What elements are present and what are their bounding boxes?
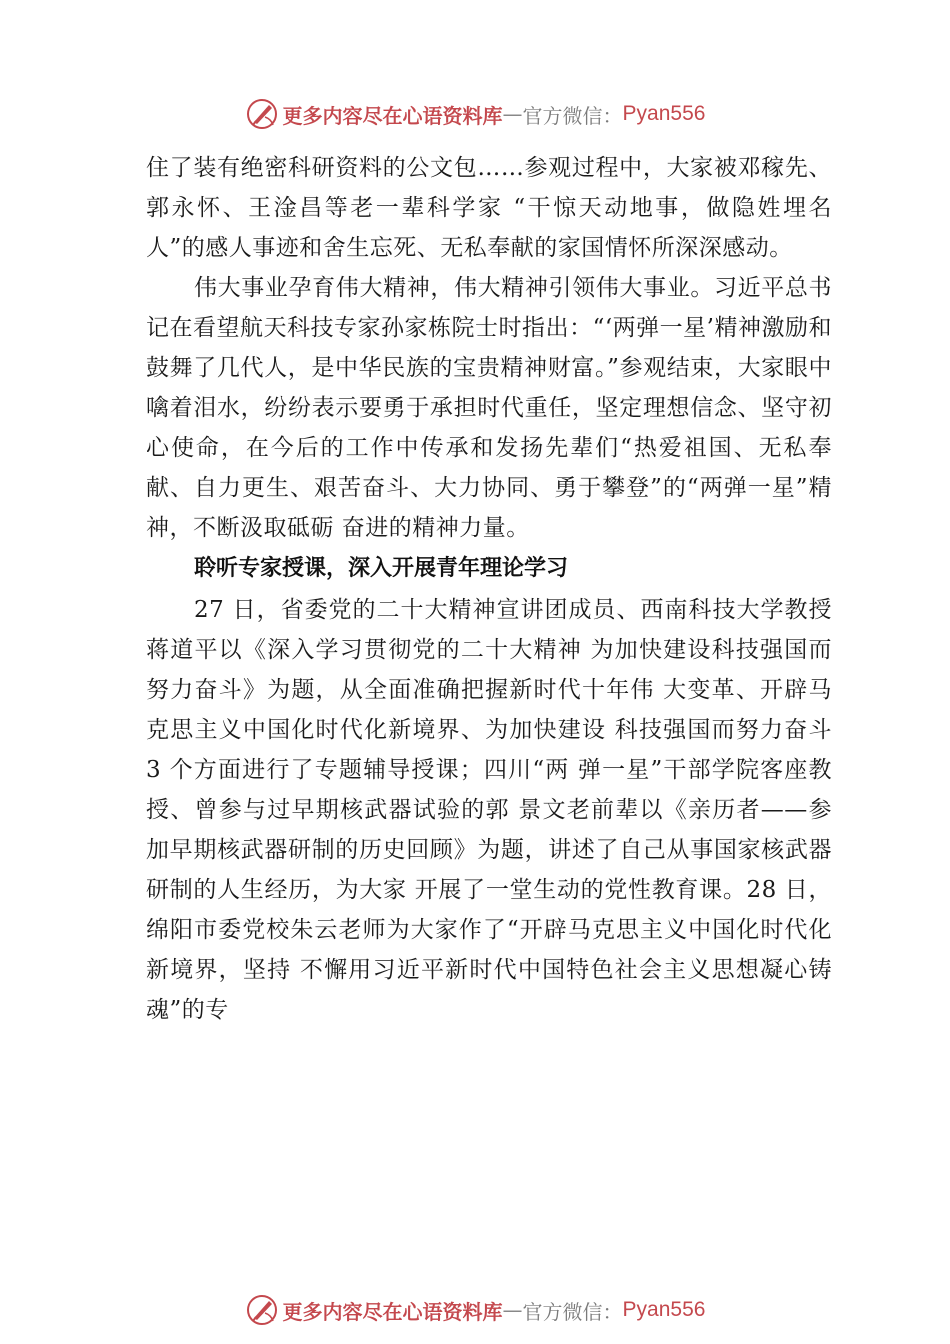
watermark-header <box>0 94 950 134</box>
watermark-dash: — <box>502 102 523 126</box>
quill-pen-logo-icon <box>245 97 279 131</box>
watermark-footer <box>0 1290 950 1330</box>
watermark-dash: — <box>502 1298 523 1322</box>
watermark-wechat-id: Pyan556 <box>622 1298 706 1321</box>
paragraph-spirit: 伟大事业孕育伟大精神，伟大精神引领伟大事业。习近平总书记在看望航天科技专家孙家栋院士时指出：“‘两弹一星’精神激励和鼓舞了几代人，是中华民族的宝贵精神财富。”参观结束，大家眼中噙着泪水，纷纷表示要勇于承担时代重任，坚定理想信念、坚守初心使命，在今后的工作中传承和发扬先辈们“热爱祖国、无私奉献、自力更生、艰苦奋斗、大力协同、勇于攀登”的“两弹一星”精神，不断汲取砥砺 奋进的精神力量。 <box>146 275 832 541</box>
section-heading: 聆听专家授课，深入开展青年理论学习 <box>194 556 569 581</box>
paragraph-lectures: 27 日，省委党的二十大精神宣讲团成员、西南科技大学教授蒋道平以《深入学习贯彻党的二十大精神 为加快建设科技强国而努力奋斗》为题，从全面准确把握新时代十年伟 大变革、开辟马克思主义中国化时代化新境界、为加快建设 科技强国而努力奋斗 3 个方面进行了专题辅导授课；四川“两 弹一星”干部学院客座教授、曾参与过早期核武器试验的郭 景文老前辈以《亲历者——参加早期核武器研制的历史回顾》为题，讲述了自己从事国家核武器研制的人生经历，为大家 开展了一堂生动的党性教育课。28 日，绵阳市委党校朱云老师为大家作了“开辟马克思主义中国化时代化新境界，坚持 不懈用习近平新时代中国特色社会主义思想凝心铸魂”的专 <box>146 597 832 1023</box>
watermark-wechat-id: Pyan556 <box>622 102 706 125</box>
watermark-label: 官方微信： <box>522 1299 623 1324</box>
watermark-label: 官方微信： <box>522 103 623 128</box>
quill-pen-logo-icon <box>245 1293 279 1327</box>
watermark-brand: 更多内容尽在心语资料库 <box>282 103 503 128</box>
paragraph-continuation: 住了装有绝密科研资料的公文包……参观过程中，大家被邓稼先、郭永怀、王淦昌等老一辈科学家 “干惊天动地事，做隐姓埋名人”的感人事迹和舍生忘死、无私奉献的家国情怀所深深感动。 <box>146 155 832 261</box>
watermark-brand: 更多内容尽在心语资料库 <box>282 1299 503 1324</box>
document-body <box>146 148 832 1030</box>
